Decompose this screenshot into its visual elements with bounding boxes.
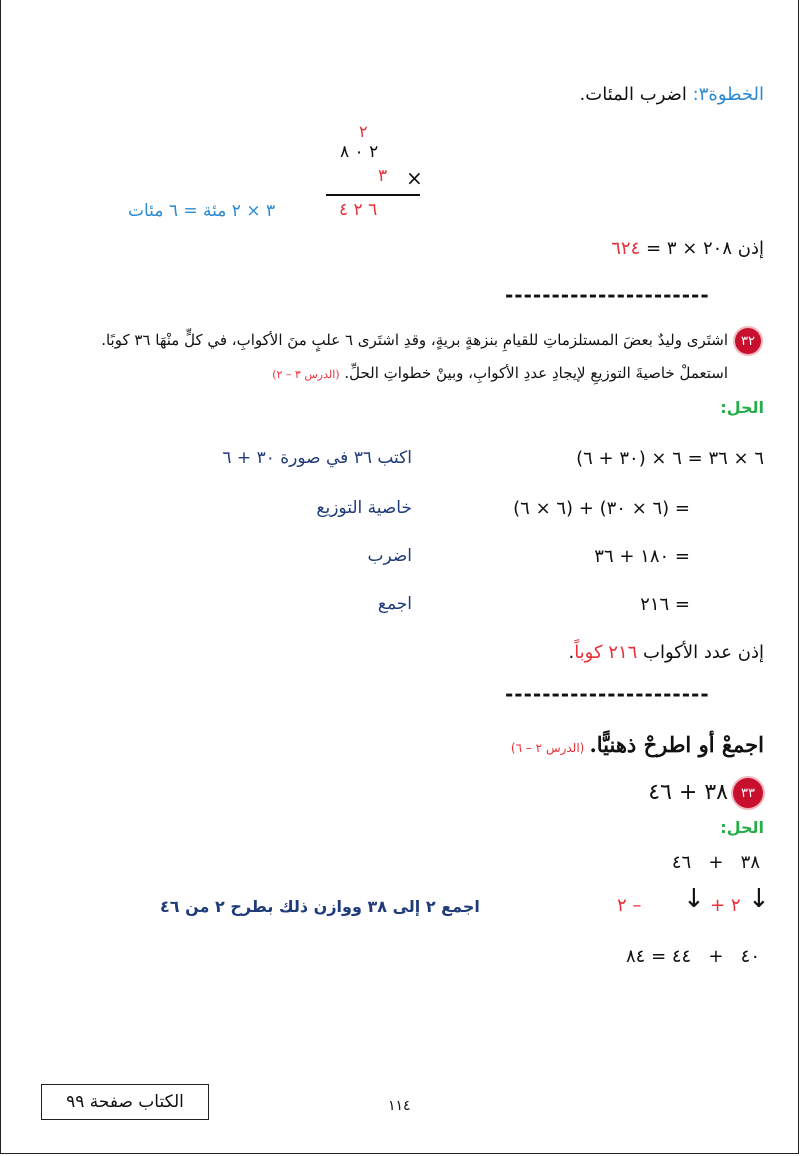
mult-result: ٦ ٢ ٤: [339, 200, 378, 220]
solution-row-3-note: اضرب: [367, 546, 412, 566]
mult-multiplier: ٣: [378, 166, 388, 186]
problem-32-line1: اشتَرى وليدٌ بعضَ المستلزماتِ للقيامِ بنزهةٍ بريةٍ، وقدِ اشتَرى ٦ علبٍ منَ الأكوابِ، في كلٍّ منْهَا ٣٦ كوبًا.: [101, 331, 728, 349]
solution-label-32: الحل:: [720, 398, 764, 417]
times-sign: ×: [406, 166, 423, 190]
mult-top: ٢ ٠ ٨: [340, 142, 379, 162]
solution-row-2-note: خاصية التوزيع: [316, 498, 412, 518]
minus-two: – ٢: [617, 895, 642, 916]
solution-label-33: الحل:: [720, 818, 764, 837]
step3-text: اضرب المئات.: [579, 84, 687, 105]
solution-row-1-note: اكتب ٣٦ في صورة ٣٠ + ٦: [222, 448, 412, 468]
problem-33-note: اجمع ٢ إلى ٣٨ ووازن ذلك بطرح ٢ من ٤٦: [160, 897, 480, 916]
solution-row-4-math: = ٢١٦: [640, 594, 690, 615]
solution-row-4-note: اجمع: [377, 594, 412, 614]
problem-32-line2: استعملْ خاصيةَ التوزيعِ لإيجادِ عددِ الأكوابِ، وبينْ خطواتِ الحلِّ. (الدرس ٣ – ٢): [272, 364, 728, 382]
solution-row-2-math: = (٦ × ٣٠) + (٦ × ٦): [513, 498, 690, 519]
problem-33-expression: ٣٨ + ٤٦: [648, 780, 728, 805]
arrow-down-icon-2: ↓: [683, 884, 705, 914]
step3-label: الخطوة٣:: [692, 84, 764, 105]
dash-divider-1: ----------------------: [505, 283, 710, 307]
step3-line: [580, 84, 764, 105]
page-number: ١١٤: [388, 1098, 411, 1114]
solution-row-3-math: = ١٨٠ + ٣٦: [594, 546, 690, 567]
problem-33-row3: ٤٠ + ٤٤ = ٨٤: [626, 946, 760, 967]
plus-two: ٢ +: [710, 895, 741, 916]
dash-divider-2: ----------------------: [505, 682, 710, 706]
book-reference-box: [41, 1084, 209, 1120]
mult-line: [326, 194, 420, 196]
solution-row-1-math: ٦ × ٣٦ = ٦ × (٣٠ + ٦): [576, 448, 764, 469]
conclusion-1: إذن ٢٠٨ × ٣ = ٦٢٤: [611, 238, 764, 259]
problem-33-row1: ٣٨ + ٤٦: [671, 852, 760, 873]
conclusion-2: إذن عدد الأكواب ٢١٦ كوباً.: [568, 642, 764, 663]
mult-carry: ٢: [359, 122, 368, 141]
book-reference: الكتاب صفحة ٩٩: [66, 1092, 184, 1112]
section-heading: اجمعْ أو اطرحْ ذهنيًّا. (الدرس ٢ – ٦): [510, 732, 764, 757]
arrow-down-icon: ↓: [748, 884, 770, 914]
problem-33-badge: ٣٣: [733, 778, 763, 808]
mult-note: ٣ × ٢ مئة = ٦ مئات: [128, 201, 276, 221]
problem-32-badge: ٣٢: [735, 328, 761, 354]
